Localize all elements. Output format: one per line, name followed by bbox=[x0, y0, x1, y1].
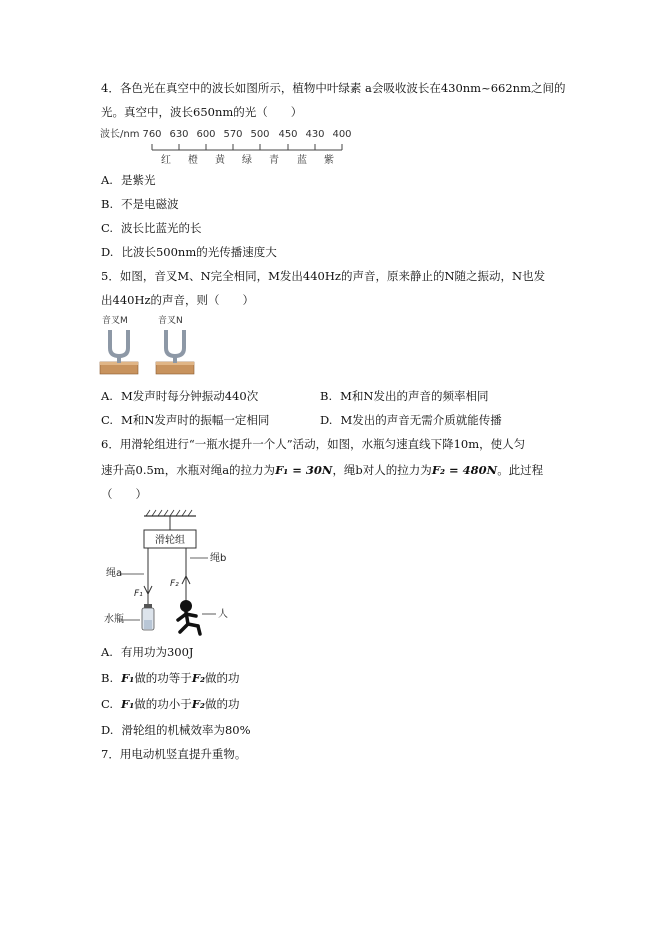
q4-option-a[interactable]: A. 是紫光 bbox=[101, 173, 156, 187]
q4-stem-line1: 4．各色光在真空中的波长如图所示，植物中叶绿素 a会吸收波长在430nm~662nm之间的 bbox=[101, 81, 566, 95]
q6-stem-line3: （ ） bbox=[101, 487, 147, 501]
q5-option-d[interactable]: D. M发出的声音无需介质就能传播 bbox=[320, 413, 502, 427]
color-label: 橙 bbox=[188, 155, 198, 166]
color-label: 黄 bbox=[215, 155, 225, 166]
tick-label: 500 bbox=[250, 129, 270, 140]
tick-label: 570 bbox=[223, 129, 243, 140]
fork-m-label: 音叉M bbox=[102, 316, 128, 326]
person-icon bbox=[178, 600, 200, 634]
tuning-fork-figure bbox=[98, 312, 208, 378]
f1-formula: F₁ = 30N bbox=[275, 463, 333, 477]
tick-label: 400 bbox=[332, 129, 352, 140]
color-label: 绿 bbox=[242, 155, 252, 166]
q6-stem-line1: 6．用滑轮组进行“一瓶水提升一个人”活动，如图，水瓶匀速直线下降10m，使人匀 bbox=[101, 437, 526, 451]
pulley-label: 滑轮组 bbox=[155, 535, 185, 546]
f2-formula: F₂ = 480N bbox=[431, 463, 498, 477]
wavelength-axis-label: 波长/nm bbox=[100, 129, 140, 140]
fork-n-icon bbox=[166, 330, 184, 363]
fork-m-icon bbox=[110, 330, 128, 363]
q5-option-b[interactable]: B. M和N发出的声音的频率相同 bbox=[320, 389, 489, 403]
color-label: 青 bbox=[269, 155, 279, 166]
q6-option-d[interactable]: D. 滑轮组的机械效率为80% bbox=[101, 723, 251, 737]
q6-option-b[interactable]: B. F₁做的功等于F₂做的功 bbox=[101, 671, 240, 685]
fork-n-label: 音叉N bbox=[158, 316, 183, 326]
color-label: 蓝 bbox=[297, 155, 307, 166]
q4-option-b[interactable]: B. 不是电磁波 bbox=[101, 197, 179, 211]
f2-label: F₂ bbox=[170, 579, 179, 589]
rope-a-label: 绳a bbox=[106, 568, 123, 579]
q4-option-c[interactable]: C. 波长比蓝光的长 bbox=[101, 221, 202, 235]
q5-stem-line2: 出440Hz的声音，则（ ） bbox=[101, 293, 255, 307]
q4-stem-line2: 光。真空中，波长650nm的光（ ） bbox=[101, 105, 303, 119]
tick-label: 450 bbox=[278, 129, 298, 140]
color-label: 紫 bbox=[324, 155, 334, 166]
q5-stem-line1: 5．如图，音叉M、N完全相同，M发出440Hz的声音，原来静止的N随之振动，N也发 bbox=[101, 269, 546, 283]
pulley-figure bbox=[104, 508, 254, 638]
q6-option-c[interactable]: C. F₁做的功小于F₂做的功 bbox=[101, 697, 240, 711]
rope-b-label: 绳b bbox=[210, 553, 227, 564]
q6-option-a[interactable]: A. 有用功为300J bbox=[101, 645, 194, 659]
color-label: 红 bbox=[161, 155, 171, 166]
q7-stem-line1: 7．用电动机竖直提升重物。 bbox=[101, 747, 247, 761]
person-label: 人 bbox=[218, 609, 228, 620]
bottle-label: 水瓶 bbox=[104, 614, 124, 625]
tick-label: 630 bbox=[169, 129, 189, 140]
wavelength-scale-figure bbox=[100, 124, 360, 166]
tick-label: 760 bbox=[142, 129, 162, 140]
tick-label: 600 bbox=[196, 129, 216, 140]
q5-option-a[interactable]: A. M发声时每分钟振动440次 bbox=[101, 389, 259, 403]
q5-option-c[interactable]: C. M和N发声时的振幅一定相同 bbox=[101, 413, 270, 427]
q4-option-d[interactable]: D. 比波长500nm的光传播速度大 bbox=[101, 245, 277, 259]
q6-stem-line2: 速升高0.5m，水瓶对绳a的拉力为F₁ = 30N，绳b对人的拉力为F₂ = 480N。此过程 bbox=[101, 463, 544, 477]
f1-label: F₁ bbox=[134, 589, 143, 599]
tick-label: 430 bbox=[305, 129, 325, 140]
